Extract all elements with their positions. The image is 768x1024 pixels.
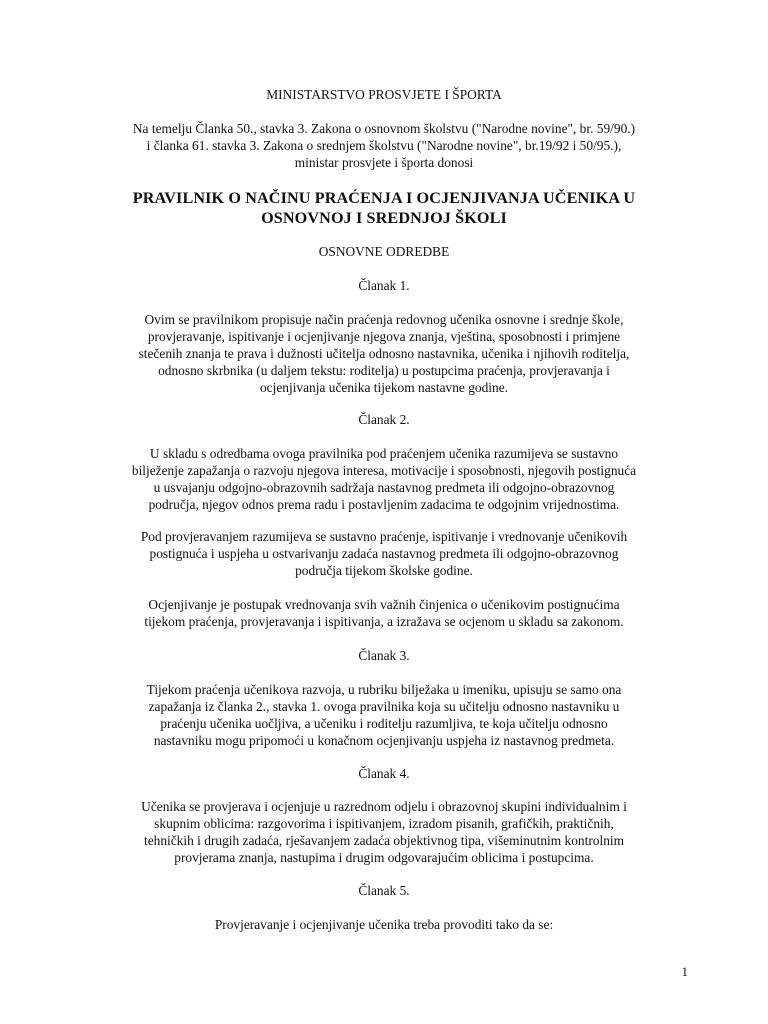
title-line: OSNOVNOJ I SREDNJOJ ŠKOLI [261, 209, 507, 227]
paragraph-line: područja, njegov odnos prema radu i postavljenim zadacima te odgojnim vrijednostima. [148, 497, 620, 512]
ministry-heading [70, 86, 698, 103]
title-line: PRAVILNIK O NAČINU PRAĆENJA I OCJENJIVANJA UČENIKA U [132, 189, 636, 207]
article-title: Članak 2. [358, 412, 410, 427]
article-heading [70, 277, 698, 294]
article-title: Članak 1. [358, 278, 410, 293]
article-paragraph [70, 916, 698, 933]
paragraph-line: postignuća i uspjeha u ostvarivanju zadaća nastavnog predmeta ili odgojno-obrazovnog [149, 546, 619, 561]
article-paragraph [70, 798, 698, 866]
paragraph-line: Provjeravanje i ocjenjivanje učenika treba provoditi tako da se: [214, 917, 554, 932]
article-title: Članak 3. [358, 648, 410, 663]
paragraph-line: provjerama znanja, nastupima i drugim odgovarajućim oblicima i postupcima. [174, 850, 594, 865]
article-paragraph [70, 596, 698, 630]
paragraph-line: U skladu s odredbama ovoga pravilnika pod praćenjem učenika razumijeva se sustavno [149, 446, 619, 461]
paragraph-line: nastavniku mogu pripomoći u konačnom ocjenjivanju uspjeha iz nastavnog predmeta. [153, 733, 615, 748]
preamble-line: Na temelju Članka 50., stavka 3. Zakona o osnovnom školstvu ("Narodne novine", br. 59/90.) [132, 121, 636, 136]
paragraph-line: tehničkih i drugih zadaća, rješavanjem zadaća objektivnog tipa, višeminutnim kontrolnim [143, 833, 625, 848]
article-title: Članak 4. [358, 766, 410, 781]
section-heading [70, 243, 698, 260]
article-paragraph [70, 445, 698, 513]
document-title [70, 188, 698, 228]
paragraph-line: Ocjenjivanje je postupak vrednovanja svih važnih činjenica o učenikovim postignućima [148, 597, 620, 612]
paragraph-line: provjeravanje, ispitivanje i ocjenjivanje njegova znanja, vještina, sposobnosti i primjene [147, 329, 621, 344]
preamble-line: ministar prosvjete i športa donosi [294, 155, 474, 170]
article-heading [70, 765, 698, 782]
preamble-line: i članka 61. stavka 3. Zakona o srednjem školstvu ("Narodne novine", br.19/92 i 50/95.), [146, 138, 622, 153]
paragraph-line: skupnim oblicima: razgovorima i ispitivanjem, izradom pisanih, grafičkih, praktičnih, [154, 816, 614, 831]
paragraph-line: Učenika se provjerava i ocjenjuje u razrednom odjelu i obrazovnoj skupini individualnim i [141, 799, 627, 814]
article-heading [70, 647, 698, 664]
paragraph-line: ocjenjivanja učenika tijekom nastavne godine. [259, 380, 508, 395]
article-paragraph [70, 528, 698, 579]
paragraph-line: stečenih znanja te prava i dužnosti učitelja odnosno nastavnika, učenika i njihovih roditelja, [138, 346, 630, 361]
paragraph-line: odnosno skrbnika (u daljem tekstu: roditelja) u postupcima praćenja, provjeravanja i [158, 363, 610, 378]
ministry-name: MINISTARSTVO PROSVJETE I ŠPORTA [266, 87, 502, 102]
article-heading [70, 882, 698, 899]
paragraph-line: praćenju učenika uočljiva, a učeniku i roditelju razumljiva, te koja učitelju odnosno [160, 716, 608, 731]
paragraph-line: Pod provjeravanjem razumijeva se sustavno praćenje, ispitivanje i vrednovanje učenikovih [140, 529, 628, 544]
paragraph-line: područja tijekom školske godine. [295, 563, 473, 578]
article-paragraph [70, 311, 698, 396]
article-heading [70, 411, 698, 428]
preamble [70, 120, 698, 171]
paragraph-line: u usvajanju odgojno-obrazovnih sadržaja nastavnog predmeta ili odgojno-obrazovnog [153, 480, 615, 495]
paragraph-line: Tijekom praćenja učenikova razvoja, u rubriku bilježaka u imeniku, upisuju se samo ona [146, 682, 622, 697]
paragraph-line: zapažanja iz članka 2., stavka 1. ovoga pravilnika koja su učitelju odnosno nastavniku u [148, 699, 620, 714]
paragraph-line: tijekom praćenja, provjeravanja i ispitivanja, a izražava se ocjenom u skladu sa zakonom. [144, 614, 624, 629]
article-paragraph [70, 681, 698, 749]
section-title: OSNOVNE ODREDBE [318, 244, 450, 259]
article-title: Članak 5. [358, 883, 410, 898]
paragraph-line: Ovim se pravilnikom propisuje način praćenja redovnog učenika osnovne i srednje škole, [144, 312, 624, 327]
paragraph-line: bilježenje zapažanja o razvoju njegova interesa, motivacije i sposobnosti, njegovih postignuća [131, 463, 637, 478]
page-number: 1 [681, 964, 688, 979]
